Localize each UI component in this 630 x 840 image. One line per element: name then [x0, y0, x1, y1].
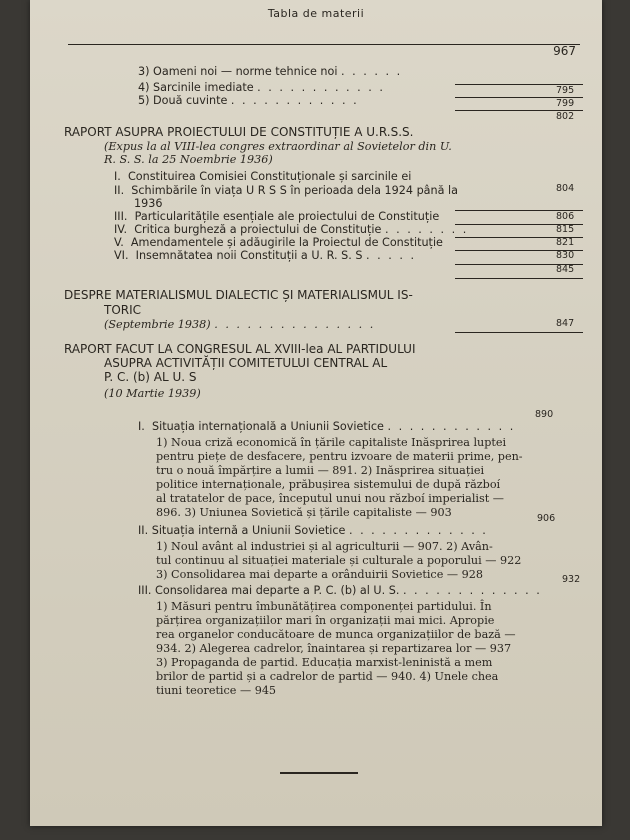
toc-page: 830 — [556, 250, 575, 261]
toc-page: 932 — [562, 574, 581, 585]
toc-page: 906 — [537, 513, 556, 524]
toc-item-detail: 1) Noul avânt al industriei și al agriculturii — 907. 2) Avân- — [156, 540, 493, 553]
section-heading: RAPORT FACUT LA CONGRESUL AL XVIII-lea AL PARTIDULUI — [64, 342, 416, 356]
toc-item: 4) Sarcinile imediate . . . . . . . . . . . . — [138, 81, 385, 94]
end-ornament-rule — [280, 772, 358, 774]
toc-item-detail: 1) Noua criză economică în țările capitaliste Inăsprirea luptei — [156, 436, 507, 449]
toc-item: 3) Oameni noi — norme tehnice noi . . . . . . — [138, 65, 403, 78]
toc-item-detail: brilor de partid și a cadrelor de partid — 940. 4) Unele chea — [156, 670, 499, 683]
toc-item-detail: rea organelor conducătoare de munca organizațiilor de bază — — [156, 628, 516, 641]
toc-item-detail: 934. 2) Alegerea cadrelor, înaintarea și repartizarea lor — 937 — [156, 642, 512, 655]
toc-page: 890 — [535, 409, 554, 420]
toc-item-detail: 1) Măsuri pentru îmbunătățirea componenței partidului. În — [156, 600, 492, 613]
section-date: (Septembrie 1938) . . . . . . . . . . . . . . . — [104, 318, 376, 331]
page-number: 967 — [553, 44, 576, 58]
toc-page: 806 — [556, 211, 575, 222]
section-date: (10 Martie 1939) — [104, 387, 201, 400]
header-rule — [68, 44, 580, 45]
page-rule — [455, 250, 583, 251]
toc-item-detail: pentru piețe de desfacere, pentru izvoare de materii prime, pen- — [156, 450, 523, 463]
page-rule — [455, 264, 583, 265]
toc-item-detail: tul continuu al situației materiale și culturale a poporului — 922 — [156, 554, 522, 567]
toc-page: 802 — [556, 111, 575, 122]
toc-item: I. Constituirea Comisiei Constituționale și sarcinile ei — [114, 170, 412, 183]
toc-item-detail: 3) Consolidarea mai departe a orânduirii Sovietice — 928 — [156, 568, 483, 581]
page-rule — [455, 278, 583, 279]
toc-item-detail: părțirea organizațiilor mari în organizații mai mici. Apropie — [156, 614, 495, 627]
toc-page: 795 — [556, 85, 575, 96]
toc-page: 847 — [556, 318, 575, 329]
book-page — [30, 0, 602, 826]
running-head: Tabla de materii — [267, 7, 365, 20]
toc-item: II. Schimbările în viața U R S S în perioada dela 1924 până la — [114, 184, 458, 197]
toc-item-continued: 1936 — [134, 197, 163, 210]
toc-page: 815 — [556, 224, 575, 235]
section-heading: TORIC — [104, 303, 142, 317]
toc-page: 821 — [556, 237, 575, 248]
toc-item-detail: politice internaționale, prăbușirea sistemului de după războí — [156, 478, 501, 491]
section-heading: RAPORT ASUPRA PROIECTULUI DE CONSTITUȚIE A U.R.S.S. — [64, 125, 414, 139]
toc-item: IV. Critica burgheză a proiectului de Constituție . . . . . . . . — [114, 223, 469, 236]
toc-page: 804 — [556, 183, 575, 194]
toc-page: 799 — [556, 98, 575, 109]
toc-item-detail: 3) Propaganda de partid. Educația marxist-leninistă a mem — [156, 656, 493, 669]
toc-item: III. Consolidarea mai departe a P. C. (b) al U. S. . . . . . . . . . . . . . — [138, 584, 542, 597]
page-rule — [455, 224, 583, 225]
toc-item-detail: tiuni teoretice — 945 — [156, 684, 277, 697]
toc-item: VI. Insemnătatea noii Constituții a U. R. S. S . . . . . — [114, 249, 417, 262]
section-heading: ASUPRA ACTIVITĂȚII COMITETULUI CENTRAL AL — [104, 356, 388, 370]
page-rule — [455, 332, 583, 333]
toc-item: 5) Două cuvinte . . . . . . . . . . . . — [138, 94, 359, 107]
toc-item: V. Amendamentele și adăugirile la Proiectul de Constituție — [114, 236, 443, 249]
toc-item: II. Situația internă a Uniunii Sovietice . . . . . . . . . . . . . — [138, 524, 488, 537]
toc-item-detail: 896. 3) Uniunea Sovietică și țările capitaliste — 903 — [156, 506, 452, 519]
section-subtitle: R. S. S. la 25 Noembrie 1936) — [104, 153, 273, 166]
page-rule — [455, 237, 583, 238]
section-heading: DESPRE MATERIALISMUL DIALECTIC ȘI MATERIALISMUL IS- — [64, 288, 413, 302]
toc-item-detail: tru o nouă împărțire a lumii — 891. 2) Inăsprirea situației — [156, 464, 485, 477]
toc-item: I. Situația internațională a Uniunii Sovietice . . . . . . . . . . . . — [138, 420, 516, 433]
toc-item-detail: al tratatelor de pace, începutul unui nou războí imperialist — — [156, 492, 504, 505]
toc-item: III. Particularitățile esențiale ale proiectului de Constituție — [114, 210, 440, 223]
section-heading: P. C. (b) AL U. S — [104, 370, 197, 384]
section-subtitle: (Expus la al VIII-lea congres extraordinar al Sovietelor din U. — [104, 140, 452, 153]
toc-page: 845 — [556, 264, 575, 275]
